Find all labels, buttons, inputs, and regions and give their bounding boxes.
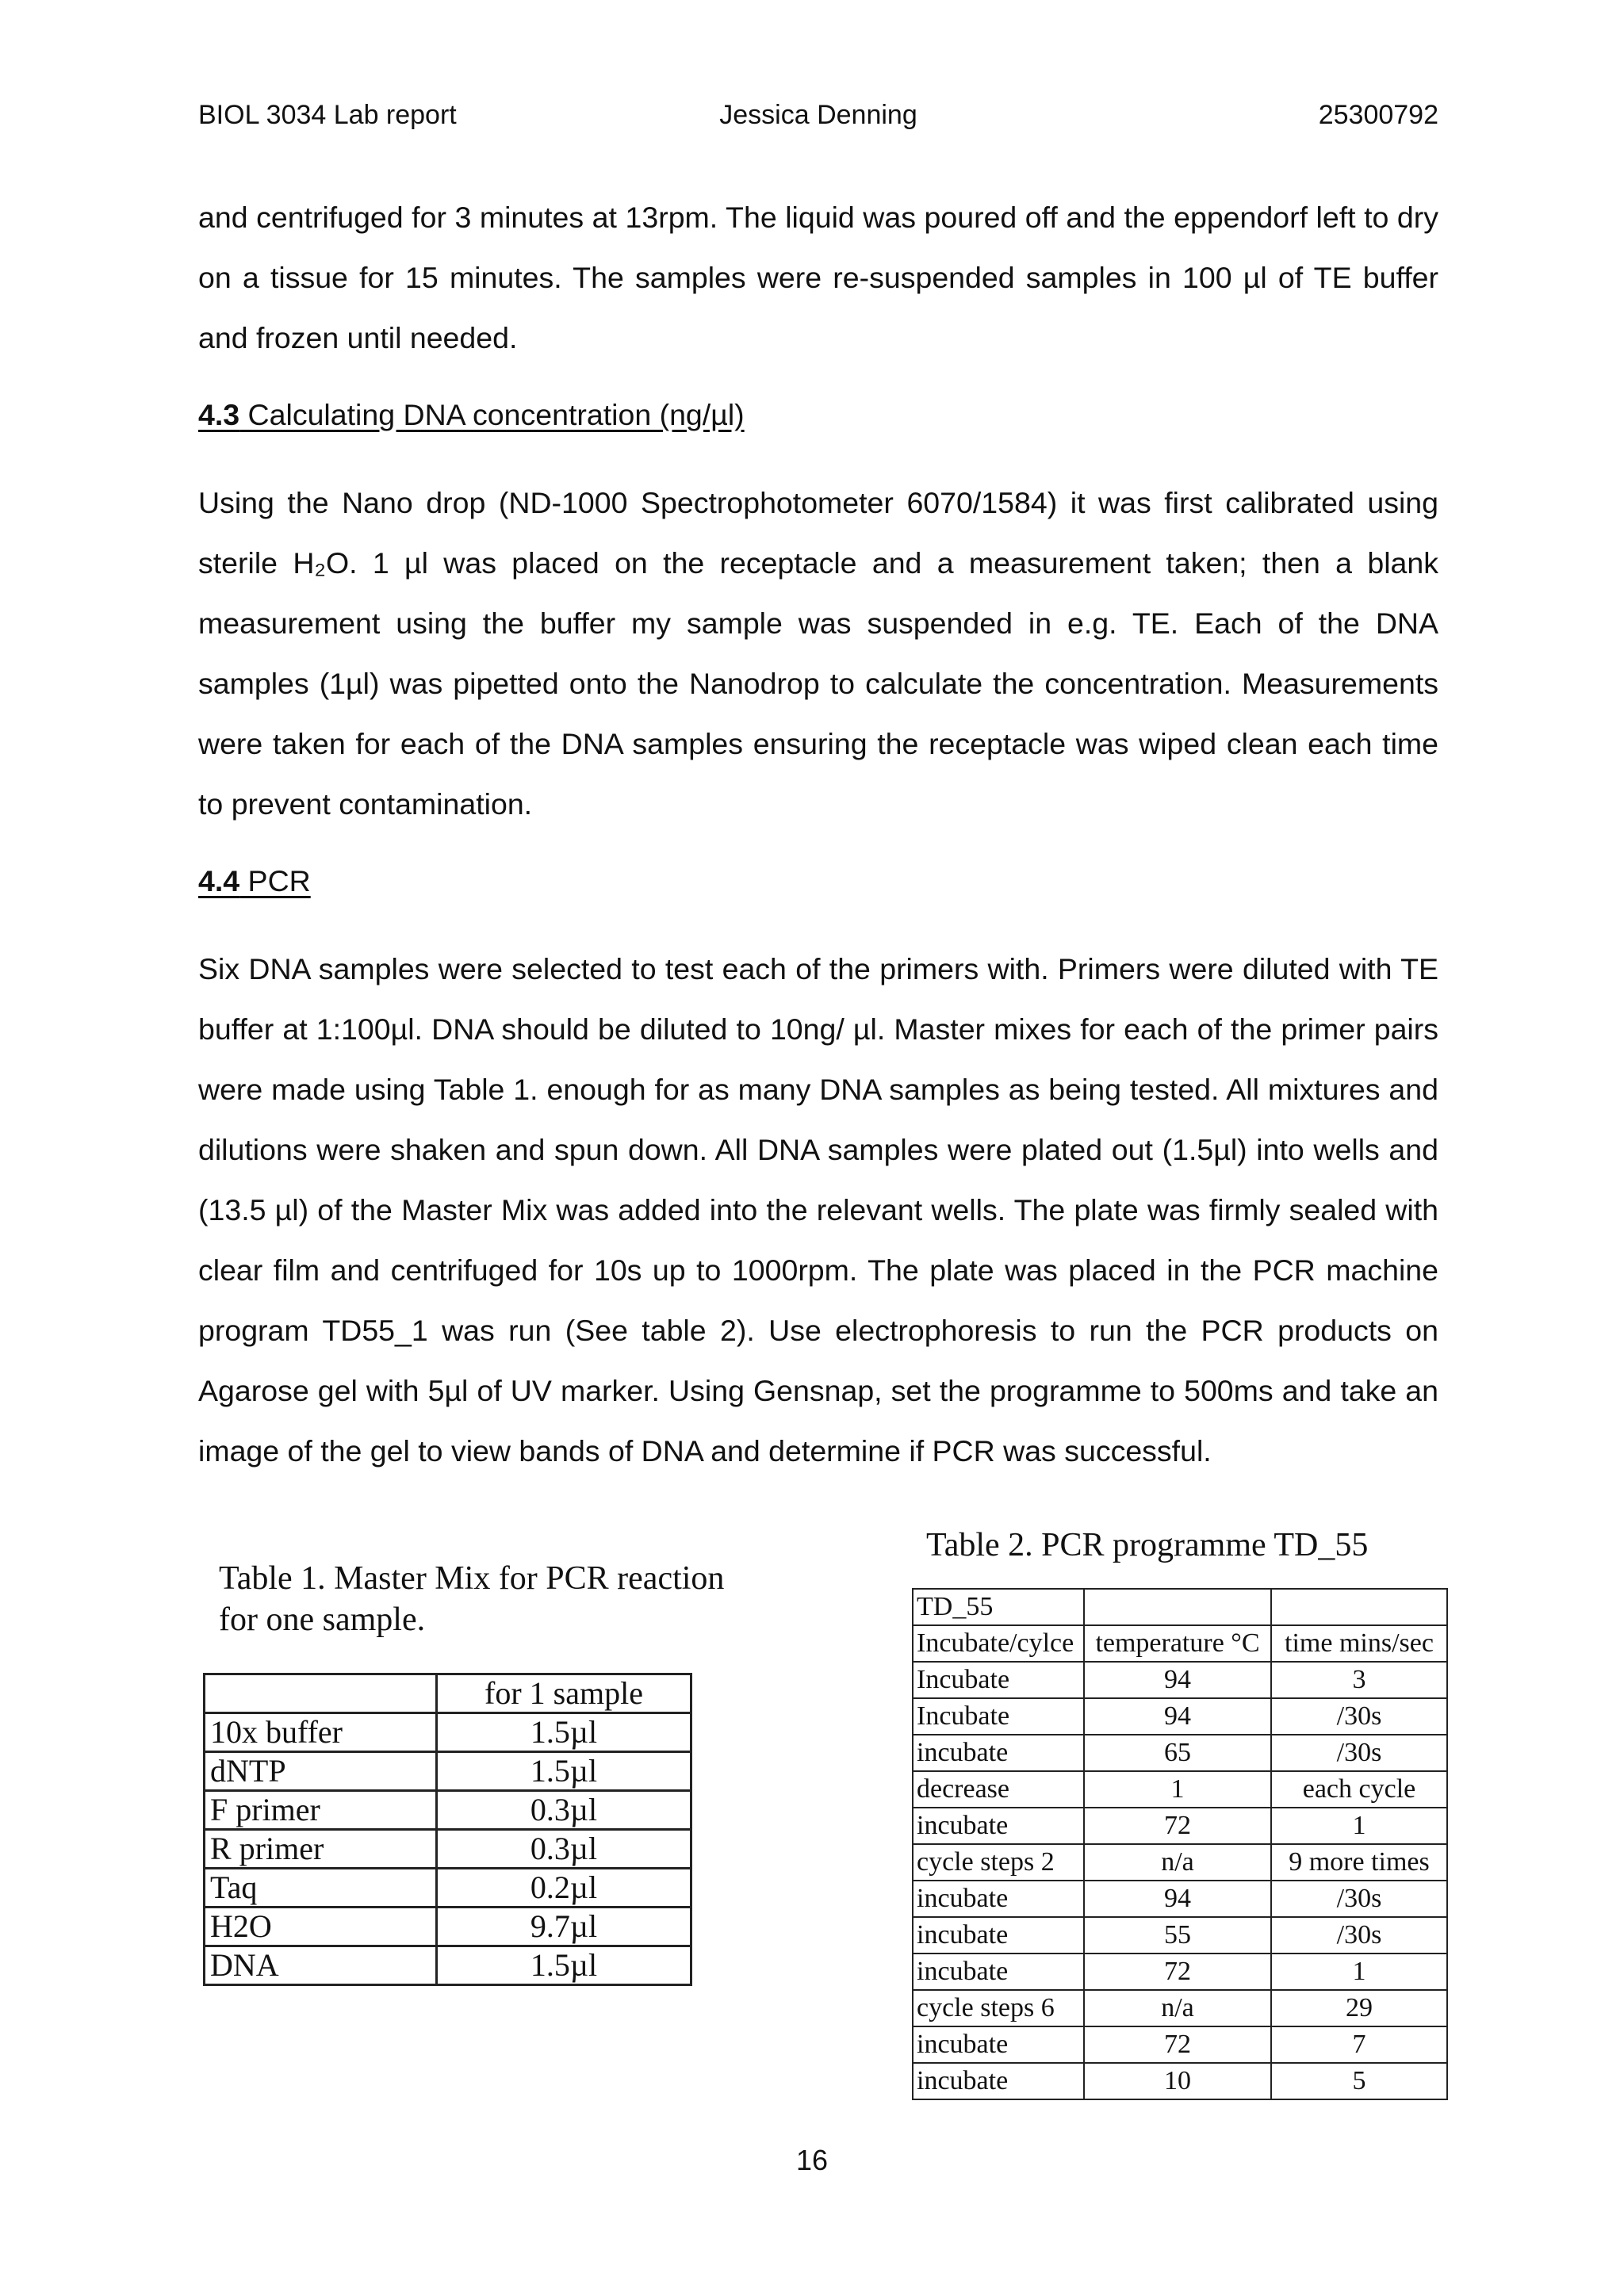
table1-caption: Table 1. Master Mix for PCR reaction for one sample.	[219, 1560, 725, 1638]
table2-caption: Table 2. PCR programme TD_55	[926, 1527, 1369, 1563]
header-student-id: 25300792	[1318, 100, 1438, 130]
section-number: 4.4	[198, 864, 240, 897]
table-row: DNA 1.5µl	[205, 1946, 691, 1985]
table-row: H2O 9.7µl	[205, 1908, 691, 1946]
master-mix-table	[203, 1673, 692, 1986]
table-row: cycle steps 6 n/a 29	[913, 1990, 1447, 2026]
table-row: 10x buffer 1.5µl	[205, 1713, 691, 1752]
section-number: 4.3	[198, 398, 240, 431]
table-row: Taq 0.2µl	[205, 1869, 691, 1908]
section-title: Calculating DNA concentration (ng/µl)	[239, 398, 745, 431]
table-row: Incubate 94 /30s	[913, 1698, 1447, 1735]
table-row: incubate 10 5	[913, 2063, 1447, 2099]
header-course: BIOL 3034 Lab report	[198, 100, 457, 130]
page-header	[198, 100, 1438, 132]
table-row: decrease 1 each cycle	[913, 1771, 1447, 1808]
table-row: incubate 94 /30s	[913, 1881, 1447, 1917]
table-row: incubate 65 /30s	[913, 1735, 1447, 1771]
page-number: 16	[795, 2144, 829, 2176]
paragraph-pcr: Six DNA samples were selected to test each of the primers with. Primers were diluted with TE buffer at 1:100µl. DNA should be diluted to 10ng/ µl. Master mixes for each of the primer pairs were made using Table 1. enough for as many DNA samples as being tested. All mixtures and dilutions were shaken and spun down. All DNA samples were plated out (1.5µl) into wells and (13.5 µl) of the Master Mix was added into the relevant wells. The plate was firmly sealed with clear film and centrifuged for 10s up to 1000rpm. The plate was placed in the PCR machine program TD55_1 was run (See table 2). Use electrophoresis to run the PCR products on Agarose gel with 5µl of UV marker. Using Gensnap, set the programme to 500ms and take an image of the gel to view bands of DNA and determine if PCR was successful.	[198, 952, 1438, 1468]
table-row: incubate 72 1	[913, 1954, 1447, 1990]
table-row: TD_55	[913, 1589, 1447, 1625]
section-heading-4-4	[198, 864, 311, 898]
table-row: Incubate 94 3	[913, 1662, 1447, 1698]
section-heading-4-3	[198, 398, 745, 432]
section-title: PCR	[239, 864, 311, 897]
table-row: incubate 72 1	[913, 1808, 1447, 1844]
table-row: cycle steps 2 n/a 9 more times	[913, 1844, 1447, 1881]
table-header-row: for 1 sample	[205, 1674, 691, 1713]
paragraph-centrifuge: and centrifuged for 3 minutes at 13rpm. The liquid was poured off and the eppendorf left to dry on a tissue for 15 minutes. The samples were re-suspended samples in 100 µl of TE buffer and frozen until needed.	[198, 201, 1438, 354]
table-row: dNTP 1.5µl	[205, 1752, 691, 1791]
header-author: Jessica Denning	[719, 100, 917, 130]
table-row: R primer 0.3µl	[205, 1830, 691, 1869]
table-row: incubate 72 7	[913, 2026, 1447, 2063]
paragraph-nanodrop: Using the Nano drop (ND-1000 Spectrophotometer 6070/1584) it was first calibrated using sterile H₂O. 1 µl was placed on the receptacle and a measurement taken; then a blank measurement using the buffer my sample was suspended in e.g. TE. Each of the DNA samples (1µl) was pipetted onto the Nanodrop to calculate the concentration. Measurements were taken for each of the DNA samples ensuring the receptacle was wiped clean each time to prevent contamination.	[198, 486, 1438, 821]
pcr-programme-table	[912, 1588, 1448, 2100]
table-row: incubate 55 /30s	[913, 1917, 1447, 1954]
table-row: F primer 0.3µl	[205, 1791, 691, 1830]
table-header-row: Incubate/cylce temperature °C time mins/sec	[913, 1625, 1447, 1662]
